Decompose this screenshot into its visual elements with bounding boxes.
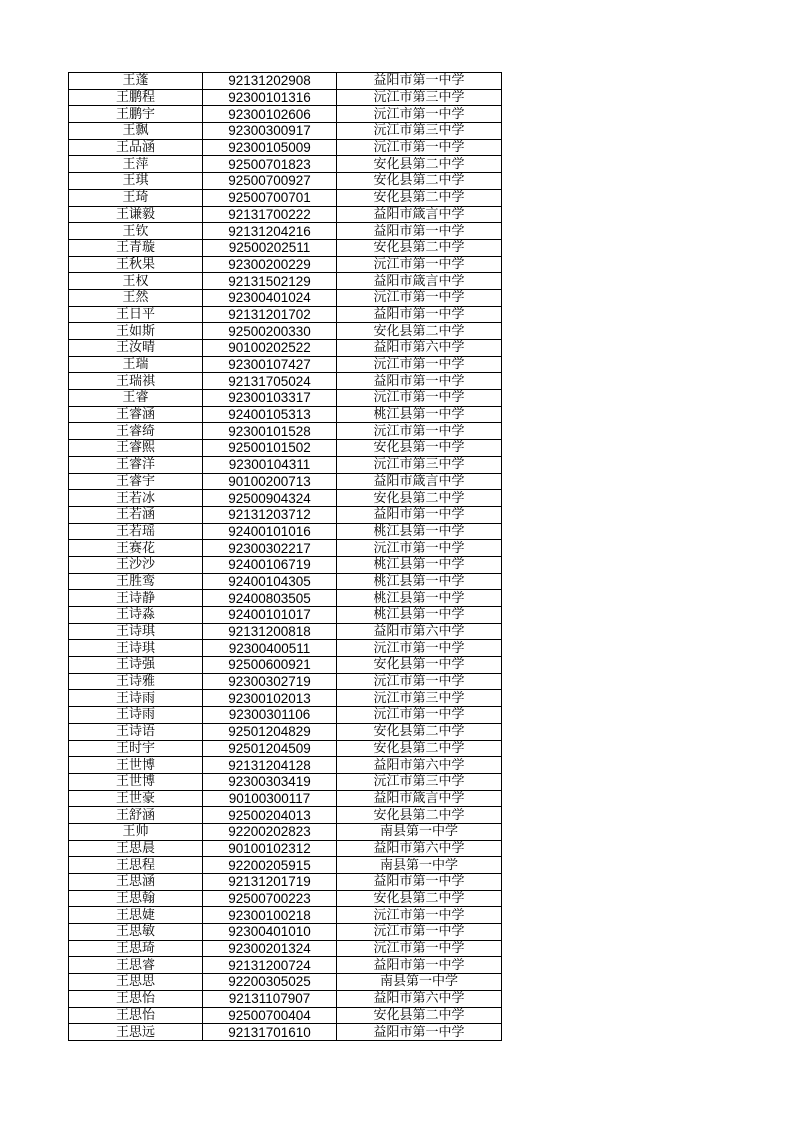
table-row <box>69 506 502 523</box>
table-row <box>69 473 502 490</box>
school-name-cell: 安化县第二中学 <box>337 1007 502 1024</box>
table-row <box>69 523 502 540</box>
student-name-cell: 王若冰 <box>69 490 203 507</box>
student-name-cell: 王舒涵 <box>69 807 203 824</box>
student-name-cell: 王思晨 <box>69 840 203 857</box>
school-name-cell: 安化县第二中学 <box>337 323 502 340</box>
student-name-cell: 王诗静 <box>69 590 203 607</box>
school-name-cell: 益阳市第一中学 <box>337 957 502 974</box>
student-name-cell: 王权 <box>69 273 203 290</box>
student-name-cell: 王萍 <box>69 156 203 173</box>
student-name-cell: 王思婕 <box>69 907 203 924</box>
school-name-cell: 南县第一中学 <box>337 974 502 991</box>
exam-number-cell: 92500200330 <box>203 323 337 340</box>
school-name-cell: 益阳市箴言中学 <box>337 273 502 290</box>
exam-number-cell: 92300101528 <box>203 423 337 440</box>
school-name-cell: 益阳市箴言中学 <box>337 206 502 223</box>
school-name-cell: 益阳市第六中学 <box>337 757 502 774</box>
student-name-cell: 王瑞祺 <box>69 373 203 390</box>
exam-number-cell: 92131201702 <box>203 306 337 323</box>
table-row <box>69 673 502 690</box>
table-row <box>69 723 502 740</box>
student-name-cell: 王睿洋 <box>69 456 203 473</box>
student-table <box>68 72 502 1041</box>
school-name-cell: 桃江县第一中学 <box>337 556 502 573</box>
exam-number-cell: 92400105313 <box>203 406 337 423</box>
student-name-cell: 王思涵 <box>69 874 203 891</box>
table-row <box>69 323 502 340</box>
student-name-cell: 王若涵 <box>69 506 203 523</box>
table-row <box>69 106 502 123</box>
exam-number-cell: 92500204013 <box>203 807 337 824</box>
student-name-cell: 王诗淼 <box>69 607 203 624</box>
exam-number-cell: 92131200818 <box>203 623 337 640</box>
table-row <box>69 123 502 140</box>
student-name-cell: 王鹏宇 <box>69 106 203 123</box>
school-name-cell: 安化县第一中学 <box>337 440 502 457</box>
school-name-cell: 安化县第二中学 <box>337 807 502 824</box>
table-row <box>69 456 502 473</box>
exam-number-cell: 92300105009 <box>203 139 337 156</box>
exam-number-cell: 92500700927 <box>203 173 337 190</box>
school-name-cell: 沅江市第三中学 <box>337 123 502 140</box>
exam-number-cell: 92200202823 <box>203 823 337 840</box>
student-name-cell: 王如斯 <box>69 323 203 340</box>
exam-number-cell: 92501204509 <box>203 740 337 757</box>
student-name-cell: 王思怡 <box>69 990 203 1007</box>
school-name-cell: 益阳市第一中学 <box>337 506 502 523</box>
student-name-cell: 王世博 <box>69 757 203 774</box>
table-row <box>69 306 502 323</box>
school-name-cell: 安化县第二中学 <box>337 890 502 907</box>
exam-number-cell: 92131701610 <box>203 1024 337 1041</box>
table-row <box>69 273 502 290</box>
school-name-cell: 益阳市第一中学 <box>337 1024 502 1041</box>
exam-number-cell: 92500700701 <box>203 189 337 206</box>
exam-number-cell: 92131204216 <box>203 223 337 240</box>
student-name-cell: 王思远 <box>69 1024 203 1041</box>
table-row <box>69 406 502 423</box>
school-name-cell: 益阳市第六中学 <box>337 623 502 640</box>
student-name-cell: 王诗琪 <box>69 640 203 657</box>
student-name-cell: 王诗语 <box>69 723 203 740</box>
school-name-cell: 沅江市第一中学 <box>337 356 502 373</box>
exam-number-cell: 92300303419 <box>203 773 337 790</box>
table-row <box>69 840 502 857</box>
student-name-cell: 王思睿 <box>69 957 203 974</box>
exam-number-cell: 92300400511 <box>203 640 337 657</box>
school-name-cell: 安化县第二中学 <box>337 173 502 190</box>
student-name-cell: 王沙沙 <box>69 556 203 573</box>
exam-number-cell: 90100300117 <box>203 790 337 807</box>
table-row <box>69 173 502 190</box>
table-row <box>69 690 502 707</box>
exam-number-cell: 92300102606 <box>203 106 337 123</box>
exam-number-cell: 92200205915 <box>203 857 337 874</box>
school-name-cell: 益阳市第一中学 <box>337 223 502 240</box>
exam-number-cell: 92500101502 <box>203 440 337 457</box>
exam-number-cell: 92400104305 <box>203 573 337 590</box>
school-name-cell: 益阳市第六中学 <box>337 990 502 1007</box>
school-name-cell: 沅江市第一中学 <box>337 106 502 123</box>
school-name-cell: 沅江市第一中学 <box>337 940 502 957</box>
table-row <box>69 707 502 724</box>
school-name-cell: 安化县第二中学 <box>337 740 502 757</box>
school-name-cell: 沅江市第一中学 <box>337 289 502 306</box>
exam-number-cell: 92300100218 <box>203 907 337 924</box>
school-name-cell: 益阳市第六中学 <box>337 840 502 857</box>
school-name-cell: 沅江市第一中学 <box>337 423 502 440</box>
student-name-cell: 王谦毅 <box>69 206 203 223</box>
table-row <box>69 807 502 824</box>
exam-number-cell: 92131203712 <box>203 506 337 523</box>
table-row <box>69 640 502 657</box>
exam-number-cell: 92300201324 <box>203 940 337 957</box>
school-name-cell: 安化县第一中学 <box>337 657 502 674</box>
exam-number-cell: 92131502129 <box>203 273 337 290</box>
table-row <box>69 390 502 407</box>
table-row <box>69 890 502 907</box>
table-row <box>69 540 502 557</box>
exam-number-cell: 92500700223 <box>203 890 337 907</box>
exam-number-cell: 92400803505 <box>203 590 337 607</box>
student-name-cell: 王然 <box>69 289 203 306</box>
table-row <box>69 1007 502 1024</box>
student-name-cell: 王睿 <box>69 390 203 407</box>
table-row <box>69 590 502 607</box>
school-name-cell: 南县第一中学 <box>337 823 502 840</box>
school-name-cell: 沅江市第三中学 <box>337 690 502 707</box>
student-name-cell: 王诗雅 <box>69 673 203 690</box>
school-name-cell: 桃江县第一中学 <box>337 406 502 423</box>
table-row <box>69 256 502 273</box>
table-row <box>69 373 502 390</box>
exam-number-cell: 90100200713 <box>203 473 337 490</box>
school-name-cell: 益阳市第六中学 <box>337 340 502 357</box>
student-name-cell: 王飘 <box>69 123 203 140</box>
exam-number-cell: 92131204128 <box>203 757 337 774</box>
student-name-cell: 王帅 <box>69 823 203 840</box>
table-row <box>69 423 502 440</box>
student-name-cell: 王鹏程 <box>69 89 203 106</box>
student-name-cell: 王诗强 <box>69 657 203 674</box>
school-name-cell: 益阳市第一中学 <box>337 373 502 390</box>
exam-number-cell: 92131200724 <box>203 957 337 974</box>
school-name-cell: 沅江市第一中学 <box>337 907 502 924</box>
school-name-cell: 沅江市第三中学 <box>337 89 502 106</box>
school-name-cell: 桃江县第一中学 <box>337 607 502 624</box>
exam-number-cell: 92500700404 <box>203 1007 337 1024</box>
exam-number-cell: 92300101316 <box>203 89 337 106</box>
school-name-cell: 益阳市第一中学 <box>337 874 502 891</box>
exam-number-cell: 90100202522 <box>203 340 337 357</box>
exam-number-cell: 92400101017 <box>203 607 337 624</box>
exam-number-cell: 92300302217 <box>203 540 337 557</box>
student-name-cell: 王思程 <box>69 857 203 874</box>
student-name-cell: 王思敏 <box>69 924 203 941</box>
school-name-cell: 安化县第二中学 <box>337 156 502 173</box>
table-row <box>69 139 502 156</box>
table-row <box>69 957 502 974</box>
student-name-cell: 王琦 <box>69 189 203 206</box>
table-row <box>69 223 502 240</box>
school-name-cell: 安化县第二中学 <box>337 490 502 507</box>
table-row <box>69 607 502 624</box>
exam-number-cell: 92131107907 <box>203 990 337 1007</box>
student-name-cell: 王赛花 <box>69 540 203 557</box>
student-name-cell: 王睿绮 <box>69 423 203 440</box>
table-row <box>69 740 502 757</box>
school-name-cell: 沅江市第一中学 <box>337 673 502 690</box>
school-name-cell: 沅江市第一中学 <box>337 640 502 657</box>
student-name-cell: 王诗雨 <box>69 690 203 707</box>
exam-number-cell: 92500904324 <box>203 490 337 507</box>
student-name-cell: 王睿涵 <box>69 406 203 423</box>
student-name-cell: 王思琦 <box>69 940 203 957</box>
table-row <box>69 1024 502 1041</box>
school-name-cell: 沅江市第三中学 <box>337 773 502 790</box>
exam-number-cell: 92501204829 <box>203 723 337 740</box>
student-name-cell: 王思思 <box>69 974 203 991</box>
student-name-cell: 王日平 <box>69 306 203 323</box>
exam-number-cell: 92500202511 <box>203 239 337 256</box>
table-row <box>69 573 502 590</box>
table-row <box>69 206 502 223</box>
table-row <box>69 790 502 807</box>
table-row <box>69 924 502 941</box>
exam-number-cell: 92400101016 <box>203 523 337 540</box>
student-name-cell: 王琪 <box>69 173 203 190</box>
table-row <box>69 440 502 457</box>
table-row <box>69 990 502 1007</box>
student-name-cell: 王胜鸾 <box>69 573 203 590</box>
school-name-cell: 桃江县第一中学 <box>337 590 502 607</box>
student-name-cell: 王时宇 <box>69 740 203 757</box>
exam-number-cell: 92300107427 <box>203 356 337 373</box>
student-table-body <box>69 73 502 1041</box>
table-row <box>69 907 502 924</box>
exam-number-cell: 92300200229 <box>203 256 337 273</box>
exam-number-cell: 92131201719 <box>203 874 337 891</box>
school-name-cell: 沅江市第一中学 <box>337 924 502 941</box>
school-name-cell: 益阳市第一中学 <box>337 306 502 323</box>
exam-number-cell: 92300300917 <box>203 123 337 140</box>
table-row <box>69 773 502 790</box>
school-name-cell: 益阳市箴言中学 <box>337 790 502 807</box>
exam-number-cell: 92500600921 <box>203 657 337 674</box>
exam-number-cell: 92500701823 <box>203 156 337 173</box>
student-name-cell: 王思翰 <box>69 890 203 907</box>
school-name-cell: 安化县第二中学 <box>337 239 502 256</box>
table-row <box>69 823 502 840</box>
student-name-cell: 王诗琪 <box>69 623 203 640</box>
student-name-cell: 王睿熙 <box>69 440 203 457</box>
table-row <box>69 857 502 874</box>
exam-number-cell: 90100102312 <box>203 840 337 857</box>
school-name-cell: 沅江市第一中学 <box>337 139 502 156</box>
student-name-cell: 王瑞 <box>69 356 203 373</box>
table-row <box>69 490 502 507</box>
student-name-cell: 王品涵 <box>69 139 203 156</box>
table-row <box>69 940 502 957</box>
exam-number-cell: 92131705024 <box>203 373 337 390</box>
student-name-cell: 王思怡 <box>69 1007 203 1024</box>
exam-number-cell: 92400106719 <box>203 556 337 573</box>
school-name-cell: 沅江市第一中学 <box>337 256 502 273</box>
exam-number-cell: 92131202908 <box>203 73 337 90</box>
student-name-cell: 王汝晴 <box>69 340 203 357</box>
table-row <box>69 89 502 106</box>
student-name-cell: 王世博 <box>69 773 203 790</box>
school-name-cell: 沅江市第一中学 <box>337 540 502 557</box>
school-name-cell: 沅江市第三中学 <box>337 456 502 473</box>
school-name-cell: 沅江市第一中学 <box>337 390 502 407</box>
school-name-cell: 沅江市第一中学 <box>337 707 502 724</box>
student-name-cell: 王蓬 <box>69 73 203 90</box>
school-name-cell: 益阳市箴言中学 <box>337 473 502 490</box>
table-row <box>69 73 502 90</box>
student-name-cell: 王青璇 <box>69 239 203 256</box>
table-row <box>69 757 502 774</box>
student-name-cell: 王钦 <box>69 223 203 240</box>
school-name-cell: 安化县第二中学 <box>337 723 502 740</box>
student-name-cell: 王诗雨 <box>69 707 203 724</box>
exam-number-cell: 92300401010 <box>203 924 337 941</box>
exam-number-cell: 92131700222 <box>203 206 337 223</box>
table-row <box>69 974 502 991</box>
table-row <box>69 340 502 357</box>
table-row <box>69 556 502 573</box>
table-row <box>69 156 502 173</box>
school-name-cell: 益阳市第一中学 <box>337 73 502 90</box>
student-name-cell: 王睿宇 <box>69 473 203 490</box>
student-name-cell: 王秋果 <box>69 256 203 273</box>
school-name-cell: 安化县第二中学 <box>337 189 502 206</box>
student-name-cell: 王世豪 <box>69 790 203 807</box>
table-row <box>69 874 502 891</box>
exam-number-cell: 92300102013 <box>203 690 337 707</box>
table-row <box>69 189 502 206</box>
school-name-cell: 南县第一中学 <box>337 857 502 874</box>
table-row <box>69 623 502 640</box>
exam-number-cell: 92300302719 <box>203 673 337 690</box>
exam-number-cell: 92300104311 <box>203 456 337 473</box>
student-name-cell: 王若瑶 <box>69 523 203 540</box>
table-row <box>69 239 502 256</box>
school-name-cell: 桃江县第一中学 <box>337 523 502 540</box>
table-row <box>69 657 502 674</box>
exam-number-cell: 92200305025 <box>203 974 337 991</box>
exam-number-cell: 92300103317 <box>203 390 337 407</box>
exam-number-cell: 92300301106 <box>203 707 337 724</box>
school-name-cell: 桃江县第一中学 <box>337 573 502 590</box>
table-row <box>69 356 502 373</box>
exam-number-cell: 92300401024 <box>203 289 337 306</box>
table-row <box>69 289 502 306</box>
